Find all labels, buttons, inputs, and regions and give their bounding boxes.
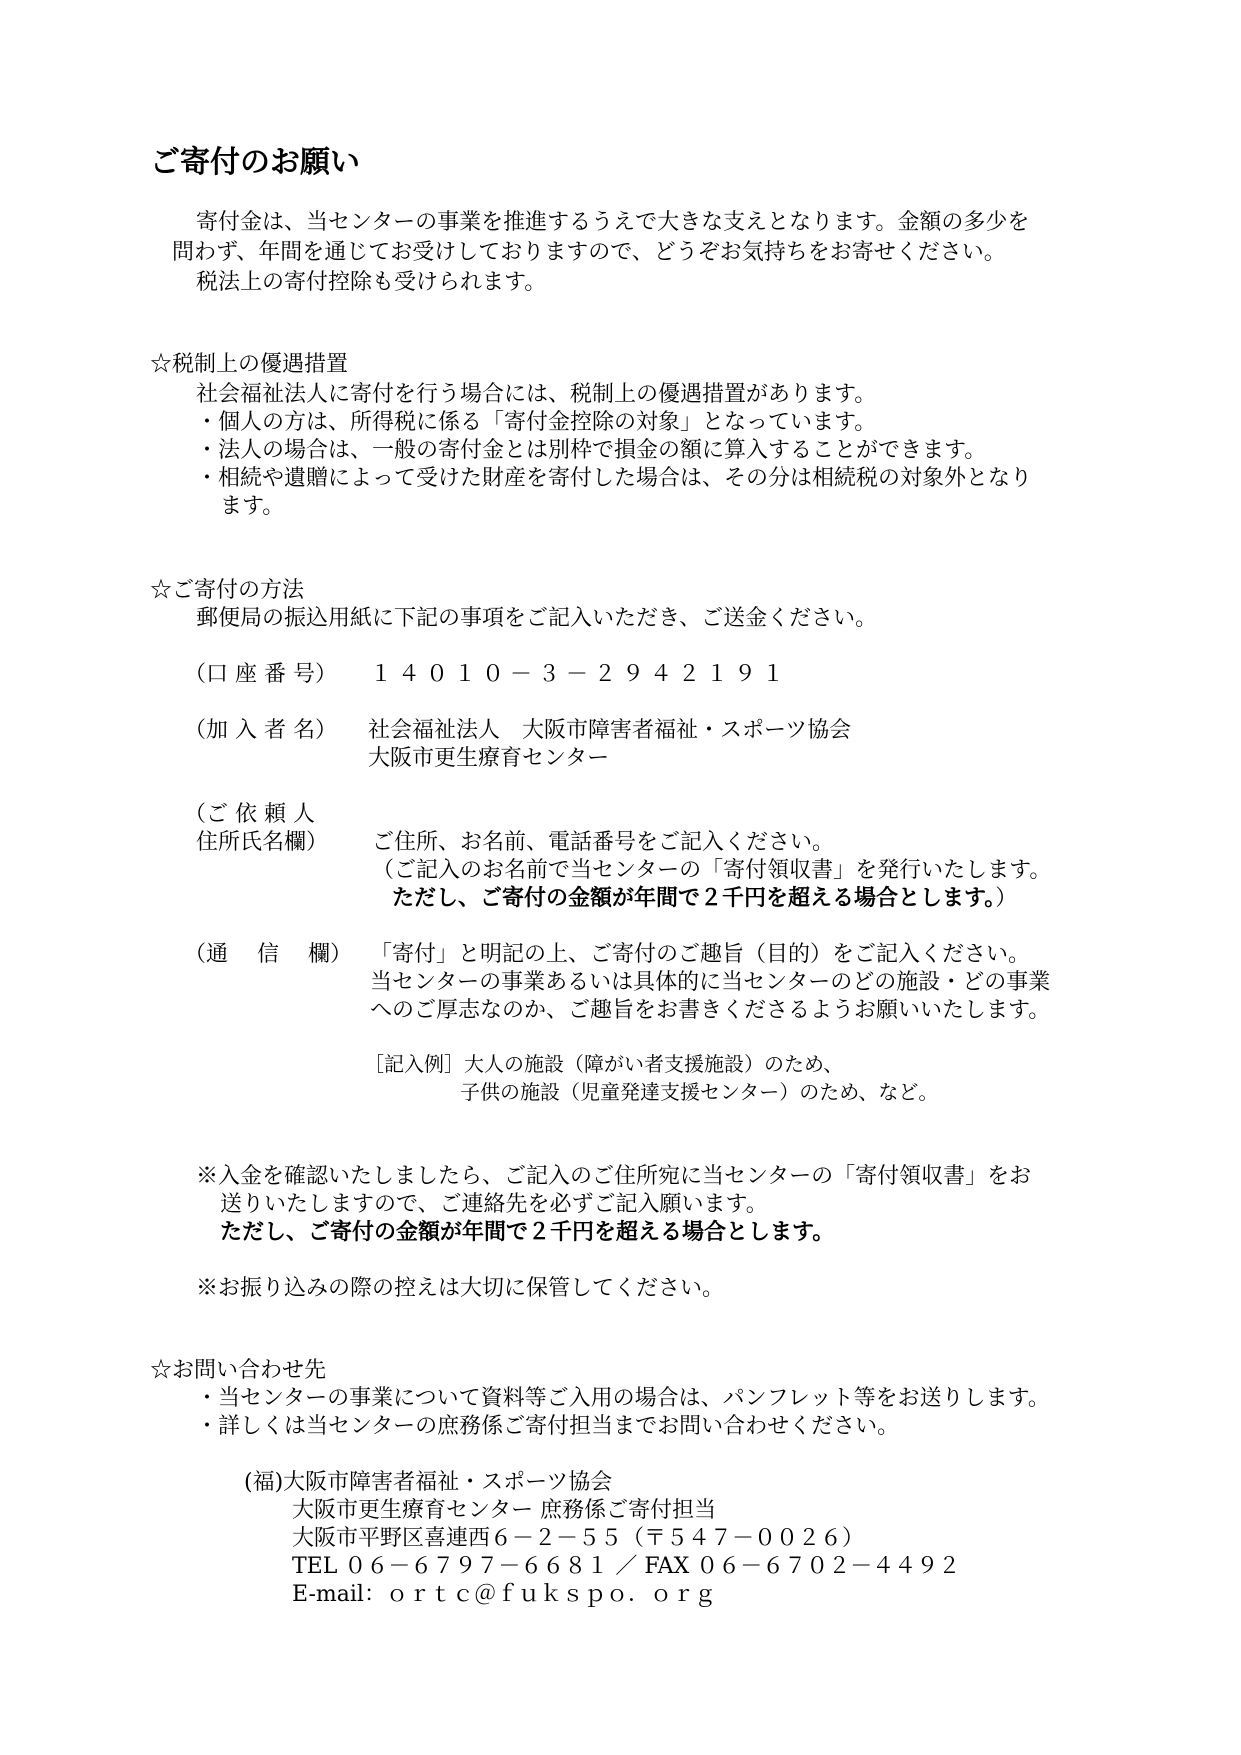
requester-label-line-2: 住所氏名欄）	[196, 830, 329, 855]
note-keep-receipt: ※お振り込みの際の控えは大切に保管してください。	[196, 1276, 725, 1301]
contact-bullet-inquiry: ・詳しくは当センターの庶務係ご寄付担当までお問い合わせください。	[196, 1414, 900, 1439]
contact-org-line-2: 大阪市更生療育センター 庶務係ご寄付担当	[292, 1498, 717, 1523]
tax-bullet-inheritance-cont: ます。	[220, 494, 285, 519]
contact-phone-fax: TEL ０６－６７９７－６６８１ ／ FAX ０６－６７０２－４４９２	[292, 1554, 961, 1579]
tax-lead: 社会福祉法人に寄付を行う場合には、税制上の優遇措置があります。	[196, 382, 877, 407]
requester-line-1: ご住所、お名前、電話番号をご記入ください。	[372, 830, 835, 855]
subscriber-name-line-1: 社会福祉法人 大阪市障害者福祉・スポーツ協会	[368, 718, 852, 743]
comm-line-3: へのご厚志なのか、ご趣旨をお書きくださるようお願いいたします。	[370, 998, 1051, 1023]
method-lead: 郵便局の振込用紙に下記の事項をご記入いただき、ご送金ください。	[196, 606, 878, 631]
account-number: １４０１０－３－２９４２１９１	[370, 662, 791, 687]
subscriber-label: （加 入 者 名）	[184, 718, 337, 743]
intro-line-1: 寄付金は、当センターの事業を推進するうえで大きな支えとなります。金額の多少を	[196, 210, 1030, 235]
contact-heading: ☆お問い合わせ先	[150, 1358, 327, 1383]
method-heading: ☆ご寄付の方法	[150, 578, 305, 603]
requester-label-line-1: （ご 依 頼 人	[184, 802, 315, 827]
note-receipt-condition: ただし、ご寄付の金額が年間で２千円を超える場合とします。	[220, 1220, 835, 1245]
comm-line-2: 当センターの事業あるいは具体的に当センターのどの施設・どの事業	[370, 970, 1051, 995]
requester-closing-paren: ）	[995, 886, 1018, 911]
comm-label: （通 信 欄）	[184, 942, 352, 967]
account-label: （口 座 番 号）	[184, 662, 337, 687]
contact-email: E-mail：ｏｒｔｃ＠ｆｕｋｓｐｏ．ｏｒｇ	[292, 1582, 716, 1607]
contact-bullet-pamphlet: ・当センターの事業について資料等ご入用の場合は、パンフレット等をお送りします。	[196, 1386, 1050, 1411]
requester-condition-bold: ただし、ご寄付の金額が年間で２千円を超える場合とします。	[392, 886, 996, 911]
tax-bullet-corporate: ・法人の場合は、一般の寄付金とは別枠で損金の額に算入することができます。	[196, 438, 987, 463]
intro-line-3: 税法上の寄付控除も受けられます。	[196, 270, 547, 295]
contact-org-line-1: (福)大阪市障害者福祉・スポーツ協会	[244, 1470, 613, 1495]
example-line-1: ［記入例］大人の施設（障がい者支援施設）のため、	[364, 1052, 844, 1076]
subscriber-name-line-2: 大阪市更生療育センター	[368, 746, 610, 771]
requester-line-3	[392, 888, 1017, 910]
tax-bullet-individual: ・個人の方は、所得税に係る「寄付金控除の対象」となっています。	[196, 410, 877, 435]
comm-line-1: 「寄付」と明記の上、ご寄付のご趣旨（目的）をご記入ください。	[370, 942, 1031, 967]
tax-bullet-inheritance: ・相続や遺贈によって受けた財産を寄付した場合は、その分は相続税の対象外となり	[196, 466, 1033, 491]
requester-line-2: （ご記入のお名前で当センターの「寄付領収書」を発行いたします。	[372, 858, 1052, 883]
page-title: ご寄付のお願い	[150, 145, 360, 180]
note-receipt-line-1: ※入金を確認いたしましたら、ご記入のご住所宛に当センターの「寄付領収書」をお	[196, 1164, 1032, 1189]
intro-line-2: 問わず、年間を通じてお受けしておりますので、どうぞお気持ちをお寄せください。	[172, 240, 1006, 265]
tax-heading: ☆税制上の優遇措置	[150, 352, 349, 377]
example-line-2: 子供の施設（児童発達支援センター）のため、など。	[460, 1080, 939, 1104]
contact-address: 大阪市平野区喜連西６－２－５５（〒５４７－００２６）	[292, 1526, 865, 1551]
note-receipt-line-2: 送りいたしますので、ご連絡先を必ずご記入願います。	[220, 1192, 768, 1217]
